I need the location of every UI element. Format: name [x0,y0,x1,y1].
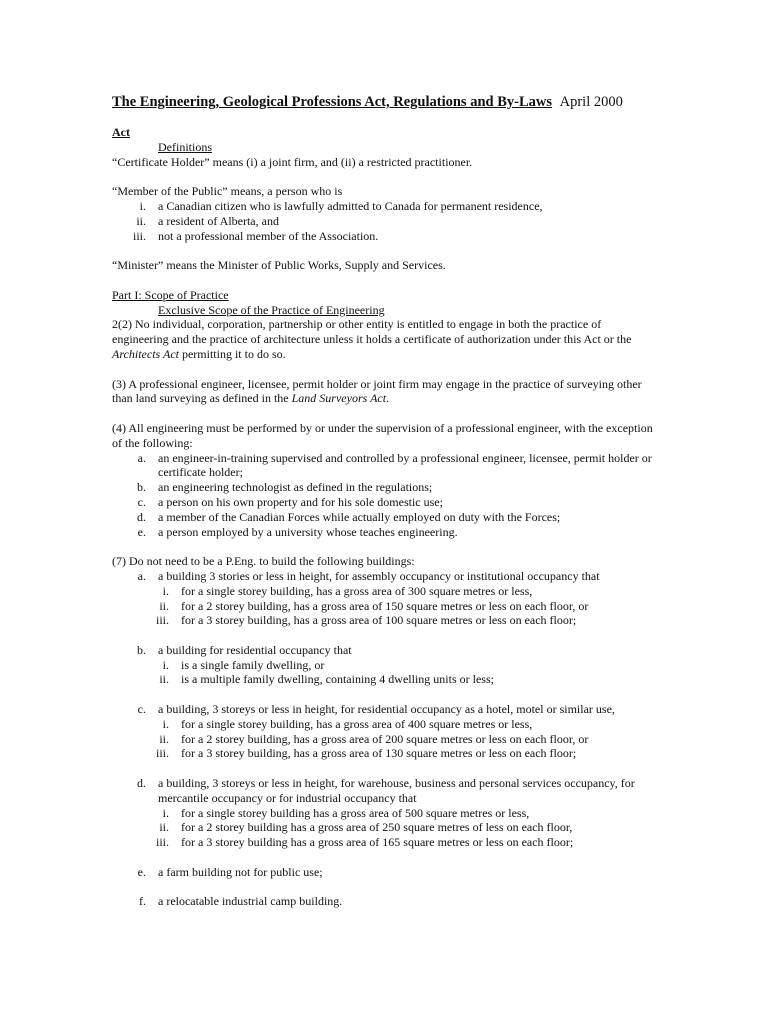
sub-list-item: i. is a single family dwelling, or [162,657,325,672]
title-date: April 2000 [559,94,623,110]
document-title [112,94,656,111]
act-heading: Act [112,125,130,139]
sub-list-item: ii. for a 2 storey building, has a gross area of 200 square metres or less on each floor, or [159,731,589,746]
section-4-intro: (4) All engineering must be performed by or under the supervision of a professional engineer, with the exception of the following: [112,420,653,450]
def-member-list [112,199,656,243]
sub-list-item: ii. for a 2 storey building, has a gross area of 150 square metres or less on each floor, or [159,598,589,613]
sub-list-item: i. for a single storey building, has a gross area of 400 square metres or less, [162,716,533,731]
list-item: c. a building, 3 storeys or less in height, for residential occupancy as a hotel, motel or similar use, [137,702,615,717]
definitions-heading: Definitions [158,139,212,154]
list-item: a. a building 3 stories or less in height, for assembly occupancy or institutional occupancy that [137,568,600,583]
list-item: iii. not a professional member of the Association. [132,228,379,243]
section-7-intro: (7) Do not need to be a P.Eng. to build the following buildings: [112,554,415,569]
part1-subheading: Exclusive Scope of the Practice of Engineering [158,302,385,317]
section-7-d [112,776,656,850]
section-7-a [112,569,656,628]
list-item: i. a Canadian citizen who is lawfully admitted to Canada for permanent residence, [139,198,543,213]
list-item: d. a building, 3 storeys or less in height, for warehouse, business and personal services occupancy, for mercantile occupancy or for industrial occupancy that [137,776,635,805]
sub-list-item: ii. is a multiple family dwelling, containing 4 dwelling units or less; [159,672,494,687]
section-3: (3) A professional engineer, licensee, permit holder or joint firm may engage in the practice of surveying other than land surveying as defined in the Land Surveyors Act. [112,376,642,406]
section-7-f: f. a relocatable industrial camp building. [139,894,343,909]
sub-list-item: iii. for a 3 storey building has a gross area of 165 square metres or less on each floor; [155,835,574,850]
sub-list-item: ii. for a 2 storey building has a gross area of 250 square metres of less on each floor, [159,820,573,835]
list-item: e. a person employed by a university whose teaches engineering. [137,524,458,539]
section-7-e: e. a farm building not for public use; [137,864,323,879]
def-certificate-holder: “Certificate Holder” means (i) a joint firm, and (ii) a restricted practitioner. [112,154,473,169]
list-item: ii. a resident of Alberta, and [136,213,279,228]
list-item: c. a person on his own property and for his sole domestic use; [137,494,443,509]
section-2-2: 2(2) No individual, corporation, partnership or other entity is entitled to engage in both the practice of engineering and the practice of architecture unless it holds a certificate of authorization under this Act or the Architects Act permitting it to do so. [112,317,632,361]
def-member-intro: “Member of the Public” means, a person who is [112,184,343,199]
list-item: b. a building for residential occupancy that [137,642,352,657]
sub-list-item: iii. for a 3 storey building, has a gross area of 100 square metres or less on each floor; [155,613,577,628]
part1-heading: Part I: Scope of Practice [112,287,229,302]
title-main: The Engineering, Geological Professions Act, Regulations and By-Laws [112,94,552,110]
list-item: d. a member of the Canadian Forces while actually employed on duty with the Forces; [137,509,561,524]
section-7-c [112,702,656,761]
sub-list-item: i. for a single storey building, has a gross area of 300 square metres or less, [162,583,533,598]
section-7-b [112,643,656,687]
list-item: a. an engineer-in-training supervised and controlled by a professional engineer, licensee, permit holder or certificate holder; [137,450,652,480]
sub-list-item: i. for a single storey building has a gross area of 500 square metres or less, [162,805,530,820]
section-4-list [112,451,656,540]
def-minister: “Minister” means the Minister of Public Works, Supply and Services. [112,258,446,273]
list-item: b. an engineering technologist as defined in the regulations; [137,480,433,495]
sub-list-item: iii. for a 3 storey building, has a gross area of 130 square metres or less on each floor; [155,746,577,761]
